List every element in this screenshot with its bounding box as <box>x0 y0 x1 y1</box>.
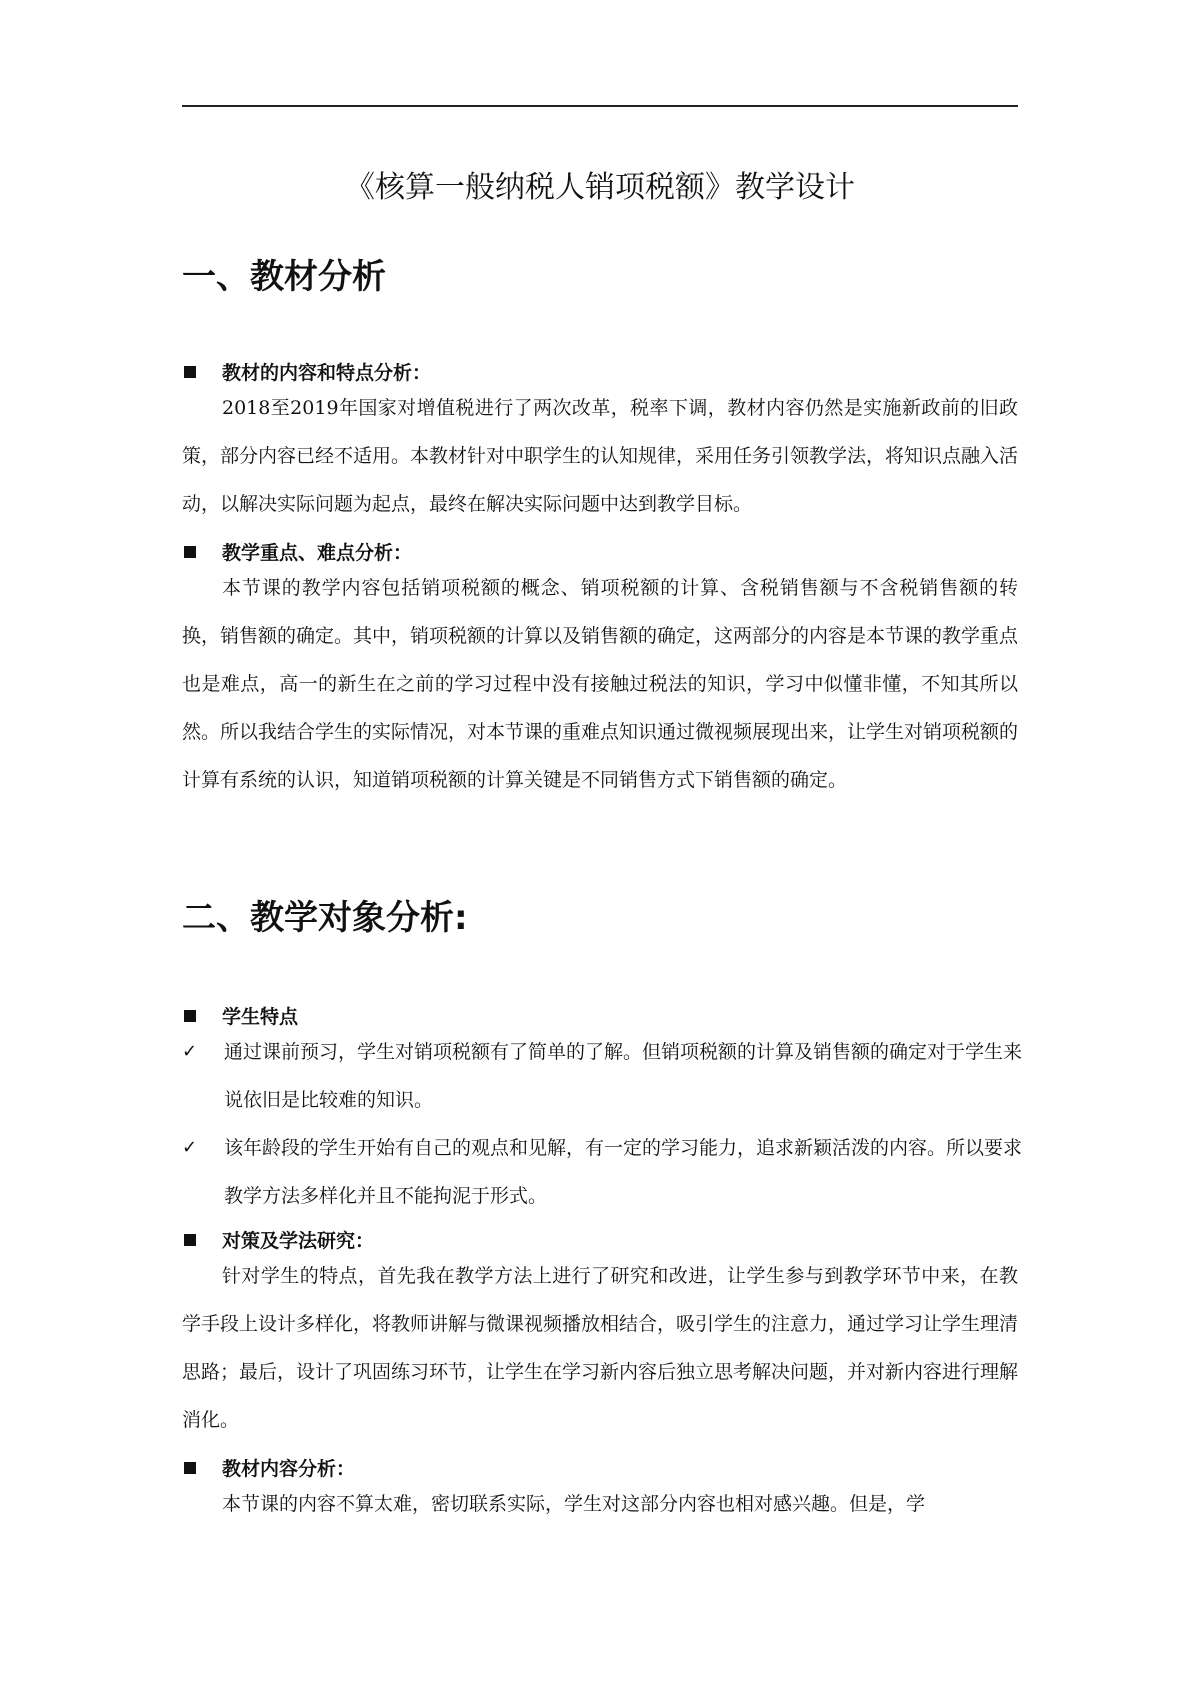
square-bullet-icon <box>184 1234 196 1246</box>
document-title: 《核算一般纳税人销项税额》教学设计 <box>345 170 855 205</box>
square-bullet-icon <box>184 546 196 558</box>
checkmark-icon: ✓ <box>182 1041 198 1062</box>
section-heading-learner-analysis: 二、教学对象分析: <box>182 898 468 938</box>
subheading-label: 学生特点 <box>222 1006 299 1028</box>
subheading-label: 对策及学法研究： <box>222 1230 375 1252</box>
square-bullet-icon <box>184 1462 196 1474</box>
square-bullet-icon <box>184 366 196 378</box>
subheading-label: 教学重点、难点分析： <box>222 542 413 564</box>
check-list-item: ✓ 该年龄段的学生开始有自己的观点和见解，有一定的学习能力，追求新颖活泼的内容。所以要求教学方法多样化并且不能拘泥于形式。 <box>182 1124 1038 1220</box>
subheading-label: 教材内容分析： <box>222 1458 356 1480</box>
paragraph-key-difficult-points: 本节课的教学内容包括销项税额的概念、销项税额的计算、含税销售额与不含税销售额的转换，销售额的确定。其中，销项税额的计算以及销售额的确定，这两部分的内容是本节课的教学重点也是难点，高一的新生在之前的学习过程中没有接触过税法的知识，学习中似懂非懂，不知其所以然。所以我结合学生的实际情况，对本节课的重难点知识通过微视频展现出来，让学生对销项税额的计算有系统的认识，知道销项税额的计算关键是不同销售方式下销售额的确定。 <box>182 577 1019 791</box>
paragraph-strategy: 针对学生的特点，首先我在教学方法上进行了研究和改进，让学生参与到教学环节中来，在教学手段上设计多样化，将教师讲解与微课视频播放相结合，吸引学生的注意力，通过学习让学生理清思路；最后，设计了巩固练习环节，让学生在学习新内容后独立思考解决问题，并对新内容进行理解消化。 <box>182 1265 1019 1431</box>
checkmark-icon: ✓ <box>182 1137 198 1158</box>
paragraph-content-features: 2018至2019年国家对增值税进行了两次改革，税率下调，教材内容仍然是实施新政前的旧政策，部分内容已经不适用。本教材针对中职学生的认知规律，采用任务引领教学法，将知识点融入活动，以解决实际问题为起点，最终在解决实际问题中达到教学目标。 <box>182 397 1019 515</box>
header-rule <box>182 105 1018 107</box>
paragraph-content-analysis: 本节课的内容不算太难，密切联系实际，学生对这部分内容也相对感兴趣。但是，学 <box>222 1493 926 1515</box>
check-list-item: ✓ 通过课前预习，学生对销项税额有了简单的了解。但销项税额的计算及销售额的确定对于学生来说依旧是比较难的知识。 <box>182 1028 1038 1124</box>
subheading-label: 教材的内容和特点分析： <box>222 362 432 384</box>
square-bullet-icon <box>184 1010 196 1022</box>
section-heading-textbook-analysis: 一、教材分析 <box>182 257 386 297</box>
